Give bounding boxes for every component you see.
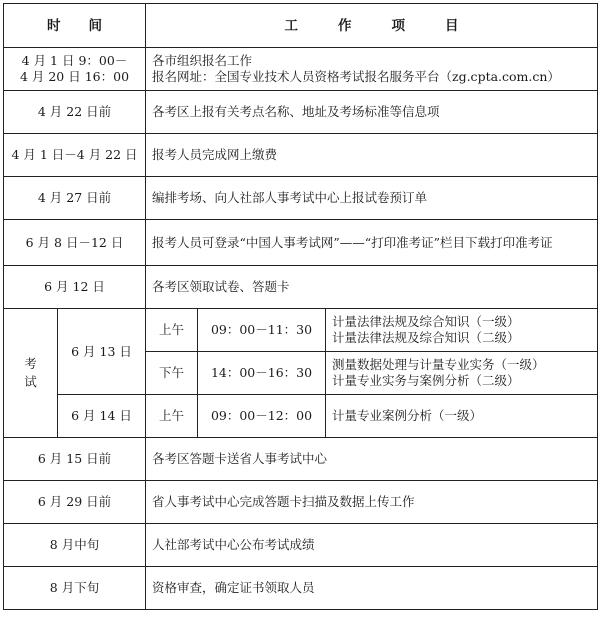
exam-period: 下午 bbox=[158, 365, 184, 380]
table-row bbox=[4, 177, 598, 220]
header-work-item bbox=[146, 4, 598, 48]
schedule-document bbox=[3, 3, 598, 610]
exam-subject: 计量专业案例分析（一级） bbox=[332, 408, 483, 423]
exam-row bbox=[4, 309, 598, 352]
exam-subject: 计量法律法规及综合知识（二级） bbox=[332, 330, 520, 345]
work-cell bbox=[146, 48, 598, 91]
exam-period: 上午 bbox=[158, 322, 184, 337]
header-work-char: 目 bbox=[445, 17, 459, 34]
exam-subject-cell bbox=[326, 309, 598, 352]
work-text: 报考人员可登录“中国人事考试网”——“打印准考证”栏目下载打印准考证 bbox=[152, 234, 553, 250]
time-text: 6 月 15 日前 bbox=[37, 451, 112, 466]
work-cell bbox=[146, 567, 598, 610]
work-text: 各考区领取试卷、答题卡 bbox=[152, 279, 290, 294]
exam-hours-cell bbox=[198, 352, 326, 395]
header-work-char: 项 bbox=[391, 17, 406, 34]
work-text: 各考区答题卡送省人事考试中心 bbox=[152, 451, 328, 466]
time-cell bbox=[4, 134, 146, 177]
time-text: 4 月 1 日 9：00－ bbox=[21, 53, 128, 68]
exam-hours: 09：00－12：00 bbox=[210, 408, 313, 423]
time-text: 4 月 20 日 16：00 bbox=[19, 69, 130, 84]
exam-period-cell bbox=[146, 352, 198, 395]
time-cell bbox=[4, 48, 146, 91]
time-cell bbox=[4, 177, 146, 220]
header-time-char: 间 bbox=[88, 17, 102, 34]
work-text: 省人事考试中心完成答题卡扫描及数据上传工作 bbox=[152, 494, 415, 509]
exam-hours: 14：00－16：30 bbox=[210, 365, 313, 380]
time-text: 6 月 29 日前 bbox=[37, 494, 112, 509]
exam-label-char: 考 bbox=[24, 356, 37, 371]
exam-date-cell bbox=[58, 309, 146, 395]
header-time-char: 时 bbox=[47, 17, 61, 34]
work-text: 报考人员完成网上缴费 bbox=[152, 147, 278, 162]
table-row bbox=[4, 266, 598, 309]
time-text: 6 月 8 日－12 日 bbox=[25, 234, 124, 250]
exam-label-cell bbox=[4, 309, 58, 438]
work-cell bbox=[146, 524, 598, 567]
exam-period: 上午 bbox=[158, 408, 184, 423]
work-cell bbox=[146, 91, 598, 134]
work-cell bbox=[146, 220, 598, 266]
time-text: 6 月 12 日 bbox=[44, 279, 105, 294]
exam-schedule-table bbox=[3, 3, 598, 610]
exam-subject: 计量法律法规及综合知识（一级） bbox=[332, 314, 520, 329]
table-row bbox=[4, 524, 598, 567]
time-text: 4 月 1 日－4 月 22 日 bbox=[11, 147, 138, 162]
work-cell bbox=[146, 481, 598, 524]
table-row bbox=[4, 48, 598, 91]
time-cell bbox=[4, 567, 146, 610]
exam-subject: 计量专业实务与案例分析（二级） bbox=[332, 373, 520, 388]
time-text: 8 月下旬 bbox=[49, 580, 100, 595]
table-row bbox=[4, 438, 598, 481]
table-row bbox=[4, 220, 598, 266]
table-row bbox=[4, 481, 598, 524]
exam-date-cell bbox=[58, 395, 146, 438]
time-cell bbox=[4, 266, 146, 309]
exam-period-cell bbox=[146, 309, 198, 352]
work-text: 报名网址：全国专业技术人员资格考试报名服务平台（zg.cpta.com.cn） bbox=[152, 69, 560, 84]
time-cell bbox=[4, 91, 146, 134]
work-cell bbox=[146, 134, 598, 177]
time-text: 4 月 27 日前 bbox=[37, 190, 112, 205]
table-row bbox=[4, 567, 598, 610]
exam-date: 6 月 13 日 bbox=[71, 343, 132, 359]
header-time bbox=[4, 4, 146, 48]
exam-row bbox=[4, 395, 598, 438]
exam-label-char: 试 bbox=[24, 374, 37, 389]
table-row bbox=[4, 91, 598, 134]
time-cell bbox=[4, 524, 146, 567]
table-header-row bbox=[4, 4, 598, 48]
exam-period-cell bbox=[146, 395, 198, 438]
work-text: 各考区上报有关考点名称、地址及考场标准等信息项 bbox=[152, 104, 440, 119]
work-cell bbox=[146, 438, 598, 481]
work-cell bbox=[146, 266, 598, 309]
exam-subject: 测量数据处理与计量专业实务（一级） bbox=[332, 357, 545, 372]
work-text: 人社部考试中心公布考试成绩 bbox=[152, 537, 315, 552]
work-cell bbox=[146, 177, 598, 220]
work-text: 编排考场、向人社部人事考试中心上报试卷预订单 bbox=[152, 190, 428, 205]
exam-date: 6 月 14 日 bbox=[71, 408, 132, 423]
exam-hours-cell bbox=[198, 309, 326, 352]
exam-hours: 09：00－11：30 bbox=[210, 322, 313, 337]
time-cell bbox=[4, 481, 146, 524]
time-text: 8 月中旬 bbox=[49, 537, 100, 552]
exam-hours-cell bbox=[198, 395, 326, 438]
time-text: 4 月 22 日前 bbox=[37, 104, 112, 119]
exam-subject-cell bbox=[326, 352, 598, 395]
work-text: 各市组织报名工作 bbox=[152, 53, 253, 68]
header-work-char: 工 bbox=[284, 17, 299, 34]
work-text: 资格审查，确定证书领取人员 bbox=[152, 580, 315, 595]
exam-subject-cell bbox=[326, 395, 598, 438]
time-cell bbox=[4, 220, 146, 266]
time-cell bbox=[4, 438, 146, 481]
table-row bbox=[4, 134, 598, 177]
header-work-char: 作 bbox=[338, 17, 352, 34]
